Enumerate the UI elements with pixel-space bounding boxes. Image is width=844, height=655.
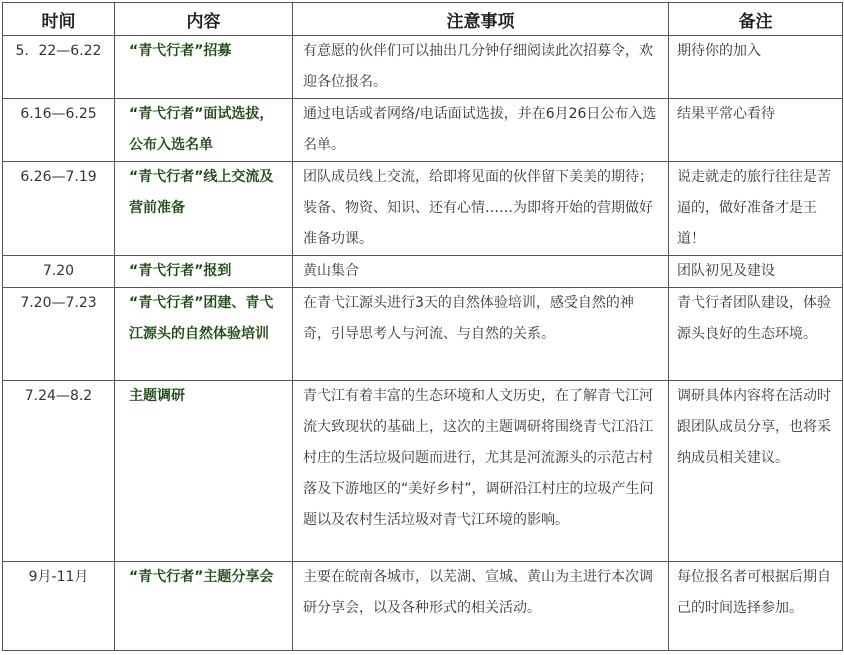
header-notes: 注意事项 [293, 3, 669, 36]
header-content: 内容 [115, 3, 293, 36]
header-remark: 备注 [669, 3, 843, 36]
cell-content: 主题调研 [115, 381, 293, 562]
cell-content: “青弋行者”招募 [115, 36, 293, 99]
table-row [3, 381, 843, 562]
cell-notes: 团队成员线上交流，给即将见面的伙伴留下美美的期待；装备、物资、知识、还有心情……为即将开始的营期做好准备功课。 [293, 162, 669, 256]
table-row [3, 256, 843, 288]
cell-remark: 青弋行者团队建设，体验源头良好的生态环境。 [669, 288, 843, 381]
header-time: 时间 [3, 3, 115, 36]
cell-content: “青弋行者”报到 [115, 256, 293, 288]
cell-time: 7.20 [3, 256, 115, 288]
cell-remark: 每位报名者可根据后期自己的时间选择参加。 [669, 562, 843, 651]
cell-notes: 青弋江有着丰富的生态环境和人文历史，在了解青弋江河流大致现状的基础上，这次的主题调研将围绕青弋江沿江村庄的生活垃圾问题而进行，尤其是河流源头的示范古村落及下游地区的“美好乡村”，调研沿江村庄的垃圾产生问题以及农村生活垃圾对青弋江环境的影响。 [293, 381, 669, 562]
table-header-row [3, 3, 843, 36]
cell-remark: 说走就走的旅行往往是苦逼的，做好准备才是王道！ [669, 162, 843, 256]
cell-content: “青弋行者”面试选拔，公布入选名单 [115, 99, 293, 162]
cell-content: “青弋行者”主题分享会 [115, 562, 293, 651]
table-row [3, 162, 843, 256]
schedule-table [2, 2, 843, 651]
cell-remark: 团队初见及建设 [669, 256, 843, 288]
cell-notes: 在青弋江源头进行3天的自然体验培训，感受自然的神奇，引导思考人与河流、与自然的关系。 [293, 288, 669, 381]
cell-time: 7.24—8.2 [3, 381, 115, 562]
cell-remark: 期待你的加入 [669, 36, 843, 99]
cell-remark: 结果平常心看待 [669, 99, 843, 162]
cell-time: 6.26—7.19 [3, 162, 115, 256]
table-row [3, 562, 843, 651]
cell-content: “青弋行者”线上交流及营前准备 [115, 162, 293, 256]
cell-time: 6.16—6.25 [3, 99, 115, 162]
cell-notes: 有意愿的伙伴们可以抽出几分钟仔细阅读此次招募令，欢迎各位报名。 [293, 36, 669, 99]
cell-time: 5．22—6.22 [3, 36, 115, 99]
table-row [3, 99, 843, 162]
table-row [3, 36, 843, 99]
cell-notes: 黄山集合 [293, 256, 669, 288]
cell-content: “青弋行者”团建、青弋江源头的自然体验培训 [115, 288, 293, 381]
cell-notes: 通过电话或者网络/电话面试选拔，并在6月26日公布入选名单。 [293, 99, 669, 162]
cell-time: 7.20—7.23 [3, 288, 115, 381]
cell-notes: 主要在皖南各城市，以芜湖、宣城、黄山为主进行本次调研分享会，以及各种形式的相关活动。 [293, 562, 669, 651]
table-row [3, 288, 843, 381]
cell-remark: 调研具体内容将在活动时跟团队成员分享，也将采纳成员相关建议。 [669, 381, 843, 562]
cell-time: 9月-11月 [3, 562, 115, 651]
